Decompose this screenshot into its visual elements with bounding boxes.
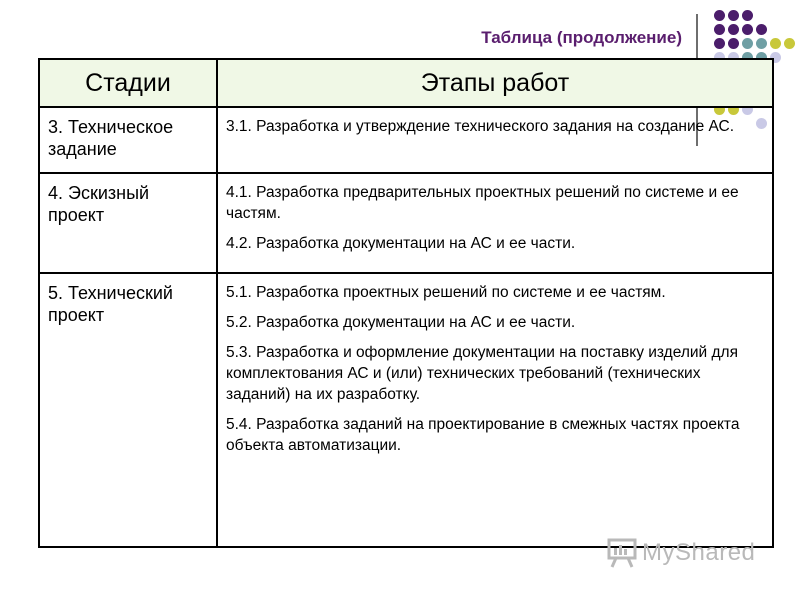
work-item: 4.1. Разработка предварительных проектных решений по системе и ее частям.	[226, 184, 739, 222]
works-cell	[217, 107, 773, 173]
decorative-dot	[770, 38, 781, 49]
works-cell	[217, 273, 773, 547]
stage-cell: 3. Техническое задание	[39, 107, 217, 173]
work-item: 5.4. Разработка заданий на проектирование в смежных частях проекта объекта автоматизации.	[226, 416, 740, 454]
presentation-board-icon	[606, 536, 640, 570]
decorative-dot	[714, 24, 725, 35]
decorative-dot	[728, 10, 739, 21]
watermark	[606, 536, 755, 570]
slide-title: Таблица (продолжение)	[481, 28, 682, 47]
stage-cell: 5. Технический проект	[39, 273, 217, 547]
header-stages: Стадии	[39, 59, 217, 107]
table-header-row	[39, 59, 773, 107]
work-item: 5.1. Разработка проектных решений по системе и ее частям.	[226, 284, 666, 301]
decorative-dot	[728, 38, 739, 49]
works-cell	[217, 173, 773, 273]
decorative-dot	[742, 38, 753, 49]
decorative-dot	[756, 24, 767, 35]
table-row	[39, 173, 773, 273]
work-item: 4.2. Разработка документации на АС и ее части.	[226, 235, 576, 252]
watermark-text: MyShared	[642, 539, 756, 566]
work-item: 3.1. Разработка и утверждение технического задания на создание АС.	[226, 118, 735, 135]
header-works: Этапы работ	[217, 59, 773, 107]
decorative-dot	[742, 24, 753, 35]
table-row	[39, 273, 773, 547]
decorative-dot	[728, 24, 739, 35]
decorative-dot	[742, 10, 753, 21]
stage-cell: 4. Эскизный проект	[39, 173, 217, 273]
decorative-dot	[714, 38, 725, 49]
work-item: 5.3. Разработка и оформление документации на поставку изделий для комплектования АС и (или) технических требований (технических заданий) на их разработку.	[226, 344, 738, 403]
decorative-dot	[784, 38, 795, 49]
stages-table	[38, 58, 774, 548]
work-item: 5.2. Разработка документации на АС и ее части.	[226, 314, 576, 331]
decorative-dot	[756, 38, 767, 49]
decorative-dot	[714, 10, 725, 21]
table-row	[39, 107, 773, 173]
